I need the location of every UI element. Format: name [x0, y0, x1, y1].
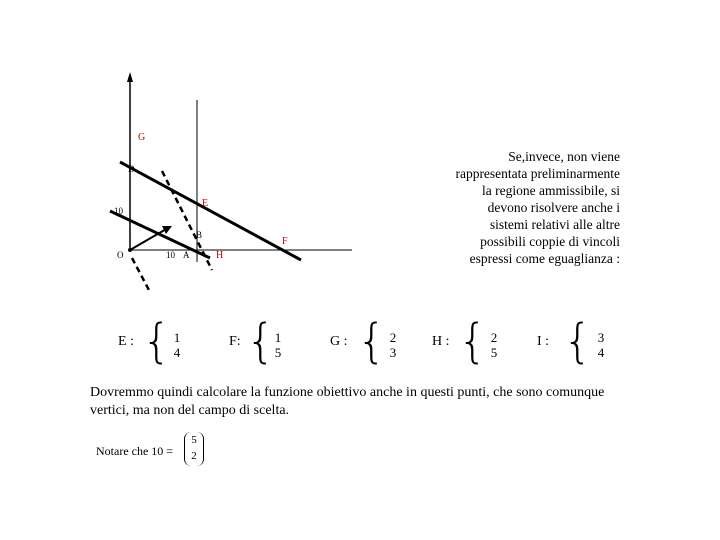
note-line: Se,invece, non viene [508, 149, 620, 164]
brace-icon: { [246, 314, 276, 368]
system-i-bottom-number: 4 [597, 345, 605, 360]
note-line: possibili coppie di vincoli [480, 234, 620, 249]
conclusion-text: Dovremmo quindi calcolare la funzione obiettivo anche in questi punti, che sono comunque vertici, ma non del campo di scelta. [90, 385, 605, 418]
point-label-d: D [128, 164, 135, 174]
notare-text: Notare che 10 = [96, 444, 174, 458]
system-label-f: F: [229, 334, 241, 349]
point-label-f: F [282, 236, 288, 247]
system-f-top-number: 1 [274, 330, 282, 345]
objective-dashed-line-lower [132, 258, 150, 292]
note-line: rappresentata preliminarmente [455, 166, 620, 181]
explanatory-note [402, 148, 620, 267]
gradient-arrow [130, 228, 168, 250]
point-label-a: A [183, 250, 190, 260]
origin-label: O [117, 250, 124, 260]
system-i-top-number: 3 [597, 330, 605, 345]
note-line: devono risolvere anche i [487, 200, 620, 215]
constraint-line-d [120, 162, 301, 260]
note-line: sistemi relativi alle altre [489, 217, 620, 232]
system-e-top-number: 1 [173, 330, 181, 345]
system-h-bottom-number: 5 [490, 345, 498, 360]
note-line: espressi come eguaglianza : [469, 251, 620, 266]
y-axis-arrow [127, 72, 133, 82]
brace-icon: { [357, 314, 387, 368]
point-label-h: H [216, 250, 224, 261]
system-f-bottom-number: 5 [274, 345, 282, 360]
system-label-g: G : [330, 334, 348, 349]
system-g-bottom-number: 3 [389, 345, 397, 360]
brace-icon: { [458, 314, 488, 368]
system-h-top-number: 2 [490, 330, 498, 345]
x-tick-label-10: 10 [166, 250, 175, 260]
y-tick-label-10: 10 [114, 206, 123, 216]
system-g-top-number: 2 [389, 330, 397, 345]
brace-icon: { [563, 314, 593, 368]
point-label-e: E [202, 198, 209, 209]
point-label-b: B [196, 230, 203, 240]
point-label-g: G [138, 132, 146, 143]
vector-bottom-value: 2 [191, 450, 197, 462]
vector-top-value: 5 [191, 434, 197, 446]
note-line: la regione ammissibile, si [482, 183, 620, 198]
brace-icon: { [142, 314, 172, 368]
system-e-bottom-number: 4 [173, 345, 181, 360]
system-label-i: I : [537, 334, 550, 349]
column-vector [184, 432, 204, 466]
system-label-h: H : [432, 334, 450, 349]
origin-point [128, 248, 132, 252]
system-label-e: E : [118, 334, 134, 349]
